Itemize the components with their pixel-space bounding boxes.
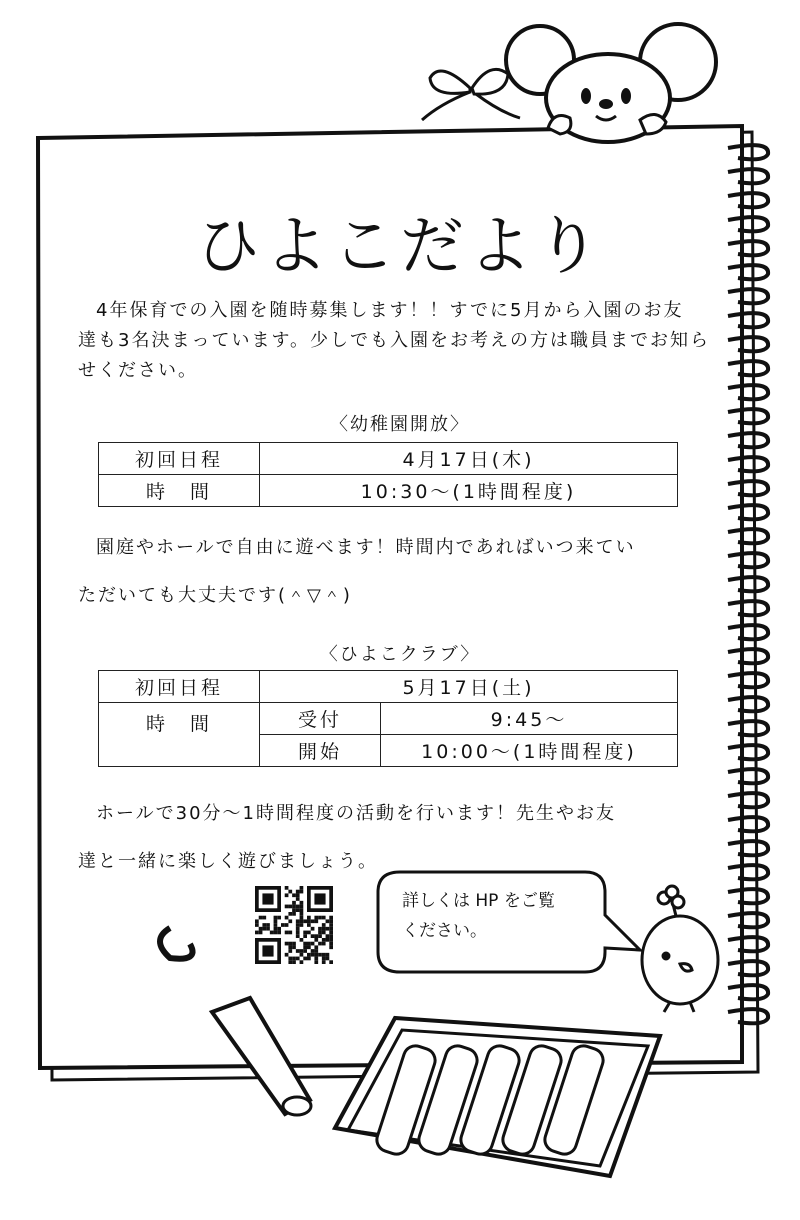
desc-line: ただいても大丈夫です(＾▽＾) <box>78 585 352 606</box>
table-cell: 4月17日(木) <box>260 443 678 475</box>
bubble-line: 詳しくは HP をご覧 <box>402 891 555 911</box>
intro-line: せください。 <box>78 360 198 381</box>
table-cell: 5月17日(土) <box>260 671 678 703</box>
table-cell: 9:45〜 <box>381 703 678 735</box>
section-heading-club: 〈ひよこクラブ〉 <box>319 644 481 665</box>
table-cell: 時 間 <box>99 703 260 767</box>
table-row <box>99 475 678 507</box>
crayon-box-icon <box>335 1018 660 1176</box>
table-cell: 10:00〜(1時間程度) <box>381 735 678 767</box>
table-cell: 初回日程 <box>99 443 260 475</box>
section-heading-open: 〈幼稚園開放〉 <box>330 414 470 435</box>
table-cell: 開始 <box>260 735 381 767</box>
club-description <box>78 790 718 886</box>
club-schedule-table <box>98 670 678 767</box>
table-row <box>99 443 678 475</box>
table-cell: 時 間 <box>99 475 260 507</box>
table-cell: 初回日程 <box>99 671 260 703</box>
qr-code[interactable] <box>255 886 333 964</box>
intro-paragraph <box>78 296 718 386</box>
table-cell: 受付 <box>260 703 381 735</box>
table-row <box>99 671 678 703</box>
bubble-line: ください。 <box>402 921 487 941</box>
desc-line: 達と一緒に楽しく遊びましょう。 <box>78 851 378 872</box>
desc-line: 園庭やホールで自由に遊べます！時間内であればいつ来てい <box>96 537 636 558</box>
table-cell: 10:30〜(1時間程度) <box>260 475 678 507</box>
intro-line: 4年保育での入園を随時募集します！！すでに5月から入園のお友 <box>96 300 684 321</box>
page-title: ひよこだより <box>196 210 604 284</box>
intro-line: 達も3名決まっています。少しでも入園をお考えの方は職員までお知ら <box>78 330 711 351</box>
open-description <box>78 524 718 620</box>
mouse-icon <box>506 24 716 142</box>
open-schedule-table <box>98 442 678 507</box>
speech-bubble-text <box>402 886 582 946</box>
desc-line: ホールで30分〜1時間程度の活動を行います！先生やお友 <box>96 803 616 824</box>
table-row <box>99 703 678 735</box>
ribbon-icon <box>422 69 520 120</box>
